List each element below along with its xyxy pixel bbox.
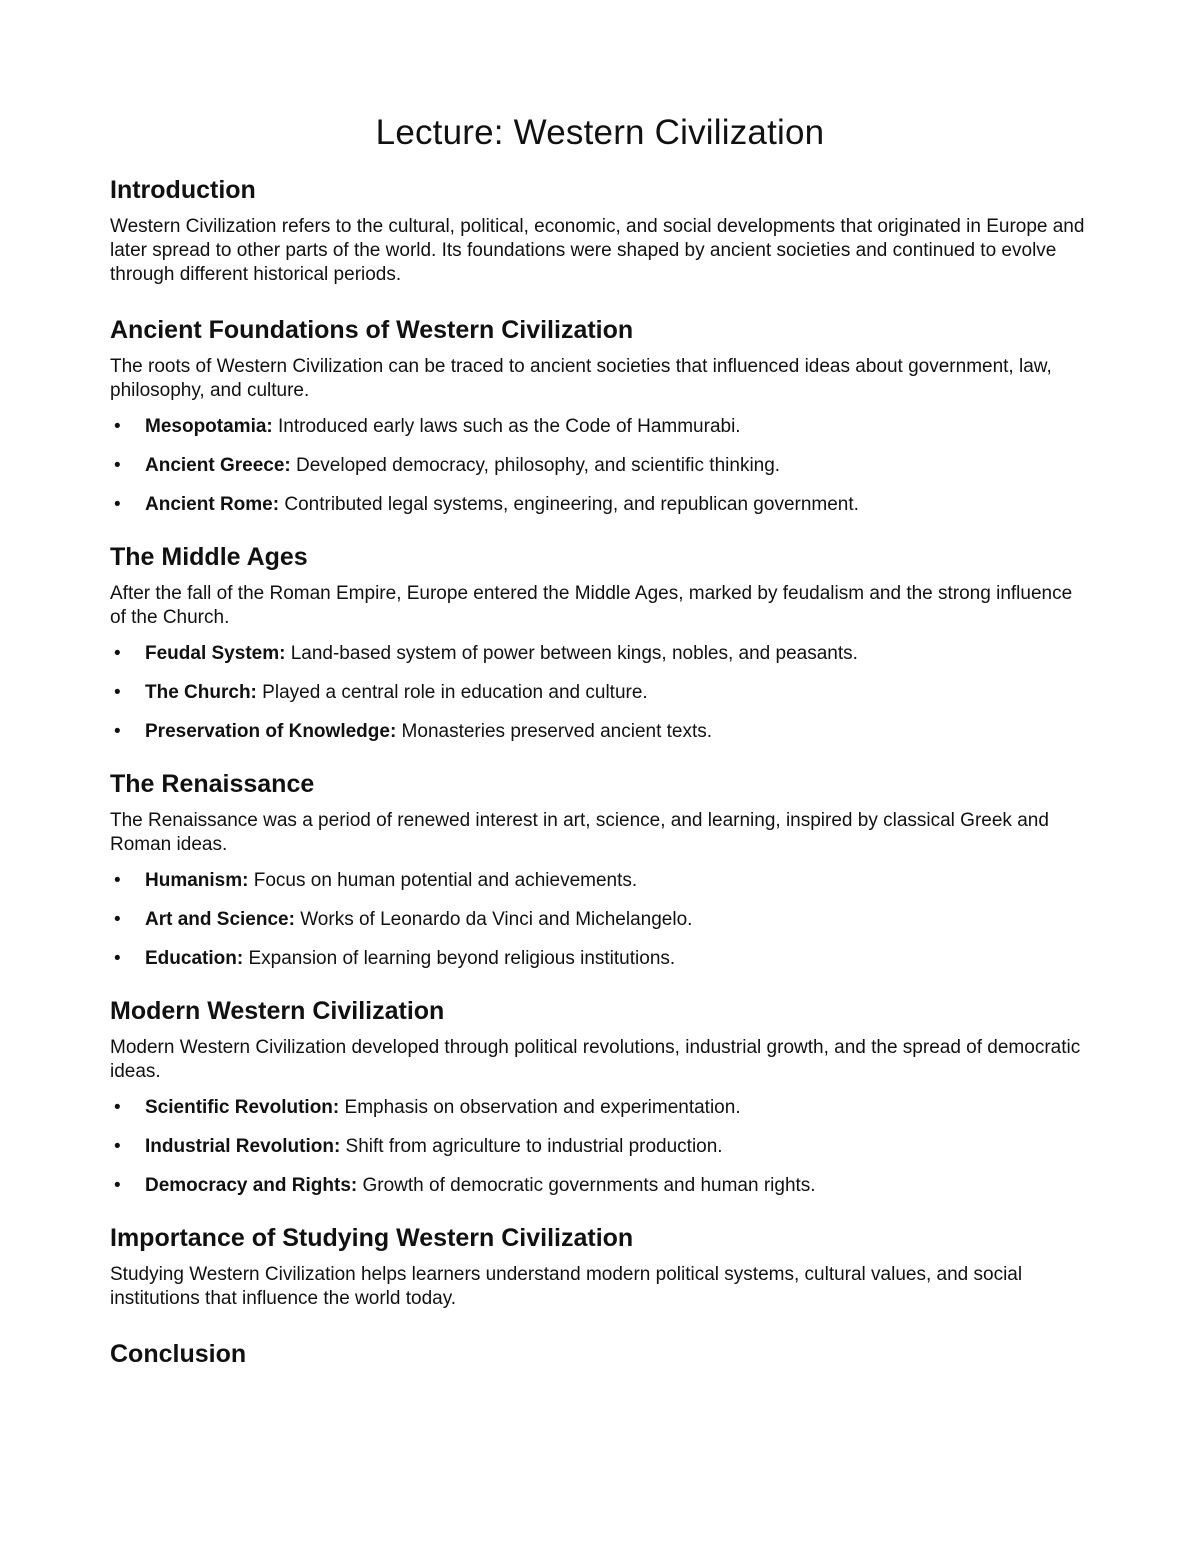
bullet-term: Education: — [145, 948, 244, 969]
section-heading: Ancient Foundations of Western Civilization — [110, 316, 634, 344]
list-item — [110, 1174, 1090, 1198]
bullet-text: Focus on human potential and achievements. — [248, 870, 638, 891]
list-item — [110, 869, 1090, 893]
bullet-term: Ancient Rome: — [145, 494, 280, 515]
section-heading: Modern Western Civilization — [110, 997, 445, 1025]
list-item — [110, 681, 1090, 705]
section-paragraph: Western Civilization refers to the cultural, political, economic, and social developments that originated in Europe and later spread to other parts of the world. Its foundations were shaped by ancient societies and continued to evolve through different historical periods. — [110, 216, 1085, 285]
bullet-term: Ancient Greece: — [145, 455, 291, 476]
section-conclusion — [110, 1338, 1090, 1370]
bullet-icon: • — [114, 455, 121, 476]
bullet-icon: • — [114, 416, 121, 437]
bullet-text: Developed democracy, philosophy, and scientific thinking. — [290, 455, 781, 476]
bullet-list — [110, 642, 1090, 744]
bullet-icon: • — [114, 1097, 121, 1118]
list-item — [110, 1135, 1090, 1159]
bullet-text: Shift from agriculture to industrial production. — [340, 1136, 723, 1157]
section-paragraph: After the fall of the Roman Empire, Europe entered the Middle Ages, marked by feudalism and the strong influence of the Church. — [110, 583, 1073, 628]
bullet-term: Art and Science: — [145, 909, 295, 930]
section-heading: Importance of Studying Western Civilization — [110, 1224, 634, 1252]
bullet-list — [110, 1096, 1090, 1198]
bullet-text: Contributed legal systems, engineering, and republican government. — [279, 494, 859, 515]
list-item — [110, 720, 1090, 744]
section-modern-western-civilization — [110, 995, 1090, 1198]
list-item — [110, 642, 1090, 666]
bullet-icon: • — [114, 870, 121, 891]
section-ancient-foundations — [110, 314, 1090, 517]
section-renaissance — [110, 768, 1090, 971]
list-item — [110, 1096, 1090, 1120]
bullet-icon: • — [114, 1175, 121, 1196]
bullet-term: Humanism: — [145, 870, 249, 891]
bullet-list — [110, 415, 1090, 517]
bullet-term: Scientific Revolution: — [145, 1097, 340, 1118]
bullet-term: Preservation of Knowledge: — [145, 721, 397, 742]
bullet-icon: • — [114, 682, 121, 703]
section-introduction — [110, 174, 1090, 287]
bullet-list — [110, 869, 1090, 971]
list-item — [110, 493, 1090, 517]
bullet-text: Expansion of learning beyond religious institutions. — [243, 948, 676, 969]
section-heading: Introduction — [110, 176, 256, 204]
bullet-icon: • — [114, 721, 121, 742]
list-item — [110, 415, 1090, 439]
bullet-text: Played a central role in education and culture. — [256, 682, 648, 703]
bullet-text: Monasteries preserved ancient texts. — [396, 721, 713, 742]
section-heading: The Renaissance — [110, 770, 315, 798]
section-paragraph: Studying Western Civilization helps learners understand modern political systems, cultural values, and social institutions that influence the world today. — [110, 1264, 1023, 1309]
section-heading: The Middle Ages — [110, 543, 308, 571]
bullet-icon: • — [114, 948, 121, 969]
section-middle-ages — [110, 541, 1090, 744]
section-importance — [110, 1222, 1090, 1311]
bullet-icon: • — [114, 494, 121, 515]
bullet-text: Growth of democratic governments and human rights. — [357, 1175, 816, 1196]
bullet-text: Introduced early laws such as the Code of Hammurabi. — [272, 416, 741, 437]
section-paragraph: The Renaissance was a period of renewed interest in art, science, and learning, inspired by classical Greek and Roman ideas. — [110, 810, 1049, 855]
section-paragraph: Modern Western Civilization developed through political revolutions, industrial growth, and the spread of democratic ideas. — [110, 1037, 1081, 1082]
bullet-term: The Church: — [145, 682, 257, 703]
bullet-term: Feudal System: — [145, 643, 286, 664]
bullet-icon: • — [114, 643, 121, 664]
bullet-text: Emphasis on observation and experimentation. — [339, 1097, 741, 1118]
bullet-text: Land-based system of power between kings, nobles, and peasants. — [285, 643, 858, 664]
bullet-term: Democracy and Rights: — [145, 1175, 358, 1196]
bullet-term: Mesopotamia: — [145, 416, 273, 437]
list-item — [110, 947, 1090, 971]
page-title: Lecture: Western Civilization — [375, 113, 825, 152]
bullet-icon: • — [114, 909, 121, 930]
section-paragraph: The roots of Western Civilization can be traced to ancient societies that influenced ideas about government, law, philosophy, and culture. — [110, 356, 1052, 401]
list-item — [110, 454, 1090, 478]
section-heading: Conclusion — [110, 1340, 247, 1368]
list-item — [110, 908, 1090, 932]
bullet-term: Industrial Revolution: — [145, 1136, 341, 1157]
bullet-icon: • — [114, 1136, 121, 1157]
bullet-text: Works of Leonardo da Vinci and Michelangelo. — [294, 909, 693, 930]
